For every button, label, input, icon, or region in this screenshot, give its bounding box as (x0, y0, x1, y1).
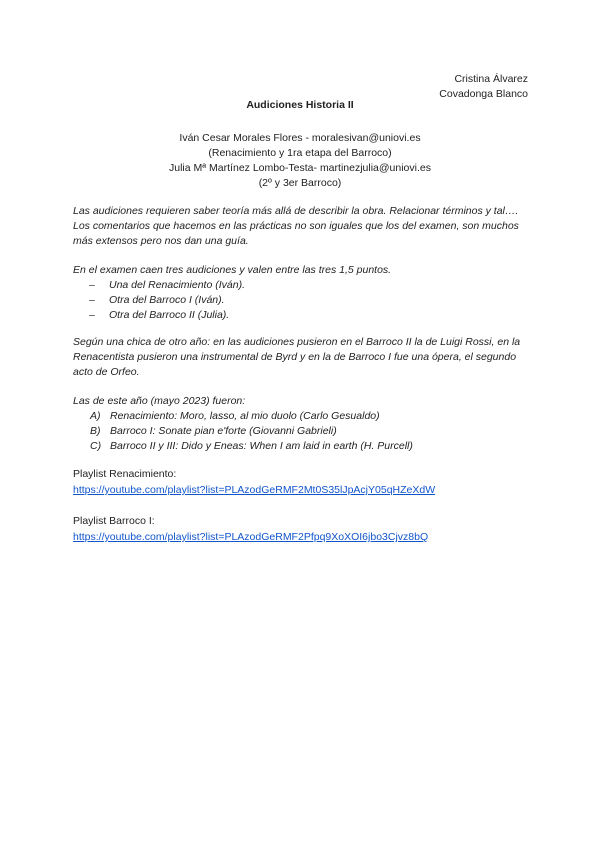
playlist-renacimiento (73, 466, 543, 498)
author-name: Cristina Álvarez (454, 73, 528, 85)
this-year-text: Las de este año (mayo 2023) fueron: (73, 395, 246, 407)
list-item: – Otra del Barroco II (Julia). (89, 309, 230, 321)
intro-paragraph: Las audiciones requieren saber teoría más allá de describir la obra. Relacionar términos y tal…. Los comentarios que hacemos en las prácticas no son iguales que los del examen, son muchos más extensos pero nos dan una guía. (73, 205, 519, 247)
list-item: B) Barroco I: Sonate pian e'forte (Giovanni Gabrieli) (90, 425, 337, 437)
list-item: – Una del Renacimiento (Iván). (89, 279, 245, 291)
teacher-line: (2º y 3er Barroco) (258, 177, 342, 189)
document-title: Audiciones Historia II (246, 99, 354, 111)
teacher-line: Iván Cesar Morales Flores - moralesivan@uniovi.es (179, 132, 421, 144)
playlist-barroco (73, 513, 543, 545)
playlist-link[interactable]: https://youtube.com/playlist?list=PLAzodGeRMF2Mt0S35lJpAcjY05qHZeXdW (73, 484, 436, 496)
list-item: A) Renacimiento: Moro, lasso, al mio duolo (Carlo Gesualdo) (90, 410, 380, 422)
author-name: Covadonga Blanco (439, 88, 528, 100)
list-item: C) Barroco II y III: Dido y Eneas: When I am laid in earth (H. Purcell) (90, 440, 413, 452)
teachers-block (0, 131, 600, 191)
teacher-line: Julia Mª Martínez Lombo-Testa- martinezjulia@uniovi.es (169, 162, 431, 174)
playlist-label: Playlist Renacimiento: (73, 468, 177, 480)
playlist-link[interactable]: https://youtube.com/playlist?list=PLAzodGeRMF2Pfpq9XoXOI6jbo3Cjvz8bQ (73, 531, 429, 543)
playlist-label: Playlist Barroco I: (73, 515, 155, 527)
this-year-list (73, 409, 533, 454)
teacher-line: (Renacimiento y 1ra etapa del Barroco) (208, 147, 392, 159)
this-year-section (73, 394, 533, 454)
exam-text: En el examen caen tres audiciones y valen entre las tres 1,5 puntos. (73, 264, 392, 276)
exam-section (73, 263, 533, 323)
authors-block (439, 72, 528, 102)
list-item: – Otra del Barroco I (Iván). (89, 294, 225, 306)
exam-list (73, 278, 533, 323)
previous-years-paragraph: Según una chica de otro año: en las audiciones pusieron en el Barroco II la de Luigi Rossi, en la Renacentista pusieron una instrumental de Byrd y en la de Barroco I fue una ópera, el segundo acto de Orfeo. (73, 336, 521, 378)
